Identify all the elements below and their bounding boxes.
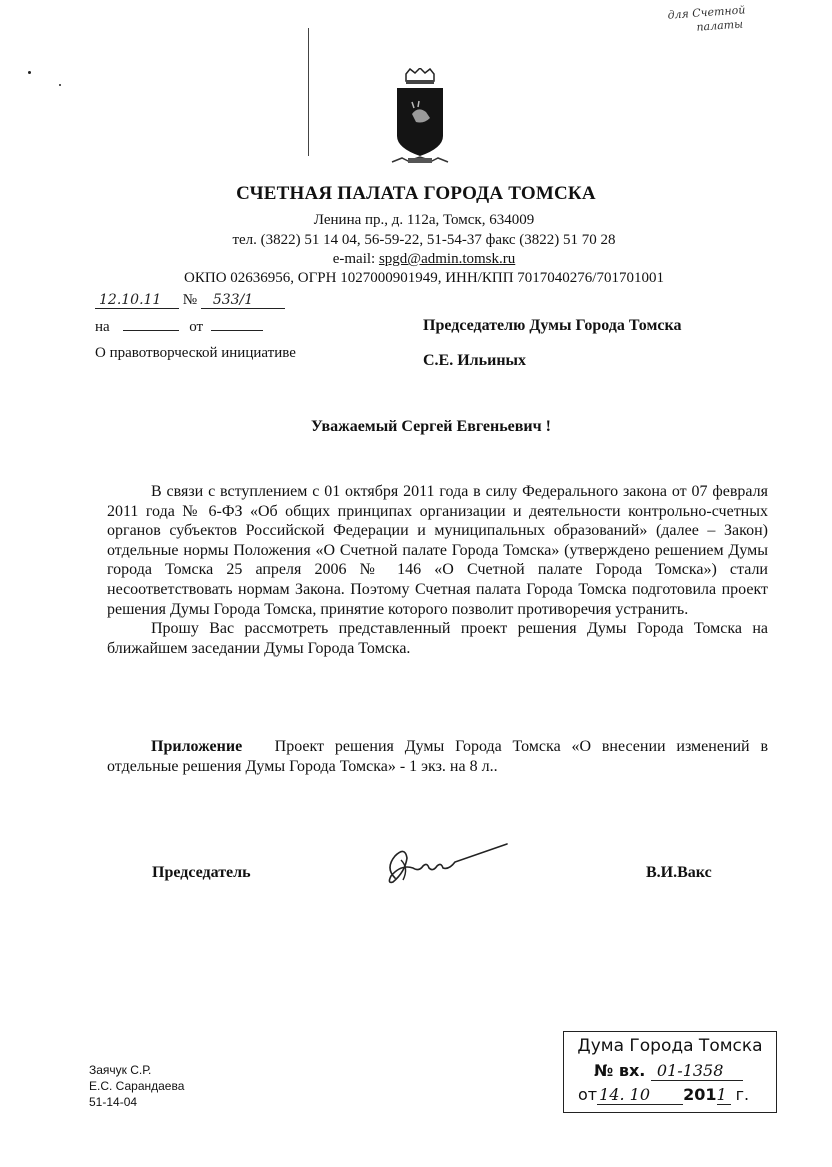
stamp-date-label: от [578,1085,598,1104]
attachment-block [107,737,768,776]
fold-line [308,28,309,156]
email-link[interactable]: spgd@admin.tomsk.ru [378,251,516,267]
letter-body [107,482,768,658]
reply-to-line [95,316,263,336]
organization-name: СЧЕТНАЯ ПАЛАТА ГОРОДА ТОМСКА [236,183,596,204]
signatory-position: Председатель [152,864,251,881]
handwritten-note [667,3,747,36]
body-paragraph-2: Прошу Вас рассмотреть представленный проект решения Думы Города Томска на ближайшем заседании Думы Города Томска. [107,620,768,657]
stamp-year-digit: 1 [717,1085,731,1105]
outgoing-number-line [95,292,285,309]
handwritten-signature-icon [383,838,513,888]
stamp-year-suffix: г. [735,1085,750,1104]
from-label: от [189,319,204,335]
outgoing-number: 533/1 [201,292,285,309]
stamp-date-line [578,1085,749,1105]
body-paragraph-1: В связи с вступлением с 01 октября 2011 года в силу Федерального закона от 07 февраля 2011 года № 6-ФЗ «Об общих принципах организации и деятельности контрольно-счетных органов субъектов Российской Федерации и муниципальных образований» (далее – Закон) отдельные нормы Положения «О Счетной палате Города Томска» (утверждено решением Думы города Томска 25 апреля 2006 № 146 «О Счетной палате Города Томска») стали несоответствовать нормам Закона. Поэтому Счетная палата Города Томска подготовила проект решения Думы Города Томска, принятие которого позволит противоречия устранить. [107,483,768,618]
scan-speck [59,84,61,86]
stamp-number-label: № вх. [594,1061,646,1080]
reply-to-label: на [95,319,110,335]
executor-phone: 51-14-04 [89,1095,138,1109]
stamp-number-line [594,1061,743,1081]
signatory-name: В.И.Вакс [646,864,712,881]
incoming-registration-stamp [563,1031,777,1113]
attachment-label: Приложение [151,738,243,755]
email-line [0,250,832,269]
stamp-date: 14. 10 [597,1085,683,1105]
addressee-position: Председателю Думы Города Томска [423,317,682,334]
handwritten-note-line1: для Счетной [667,3,746,22]
email-label: e-mail: [332,251,379,267]
attachment-text: Проект решения Думы Города Томска «О внесении изменений в отдельные решения Думы Города Томска» - 1 экз. на 8 л.. [107,738,768,775]
executors [89,1062,184,1110]
registration-codes: ОКПО 02636956, ОГРН 1027000901949, ИНН/КПП 7017040276/701701001 [184,270,664,286]
scan-speck [28,71,31,74]
outgoing-date: 12.10.11 [95,292,179,309]
handwritten-note-line2: палаты [696,17,744,34]
addressee-name: С.Е. Ильиных [423,352,527,369]
salutation: Уважаемый Сергей Евгеньевич ! [311,418,551,435]
stamp-year-prefix: 201 [683,1085,717,1104]
tomsk-coat-of-arms-icon [388,68,452,168]
phones: тел. (3822) 51 14 04, 56-59-22, 51-54-37 факс (3822) 51 70 28 [232,232,616,248]
executor-2: Е.С. Сарандаева [89,1079,185,1093]
executor-1: Заячук С.Р. [89,1063,152,1077]
address: Ленина пр., д. 112а, Томск, 634009 [313,212,535,228]
from-date-field [211,316,263,331]
stamp-number: 01-1358 [651,1061,743,1081]
number-label: № [182,292,198,308]
stamp-org: Дума Города Томска [577,1036,763,1056]
letter-subject: О правотворческой инициативе [95,345,296,361]
reply-to-field [123,316,179,331]
